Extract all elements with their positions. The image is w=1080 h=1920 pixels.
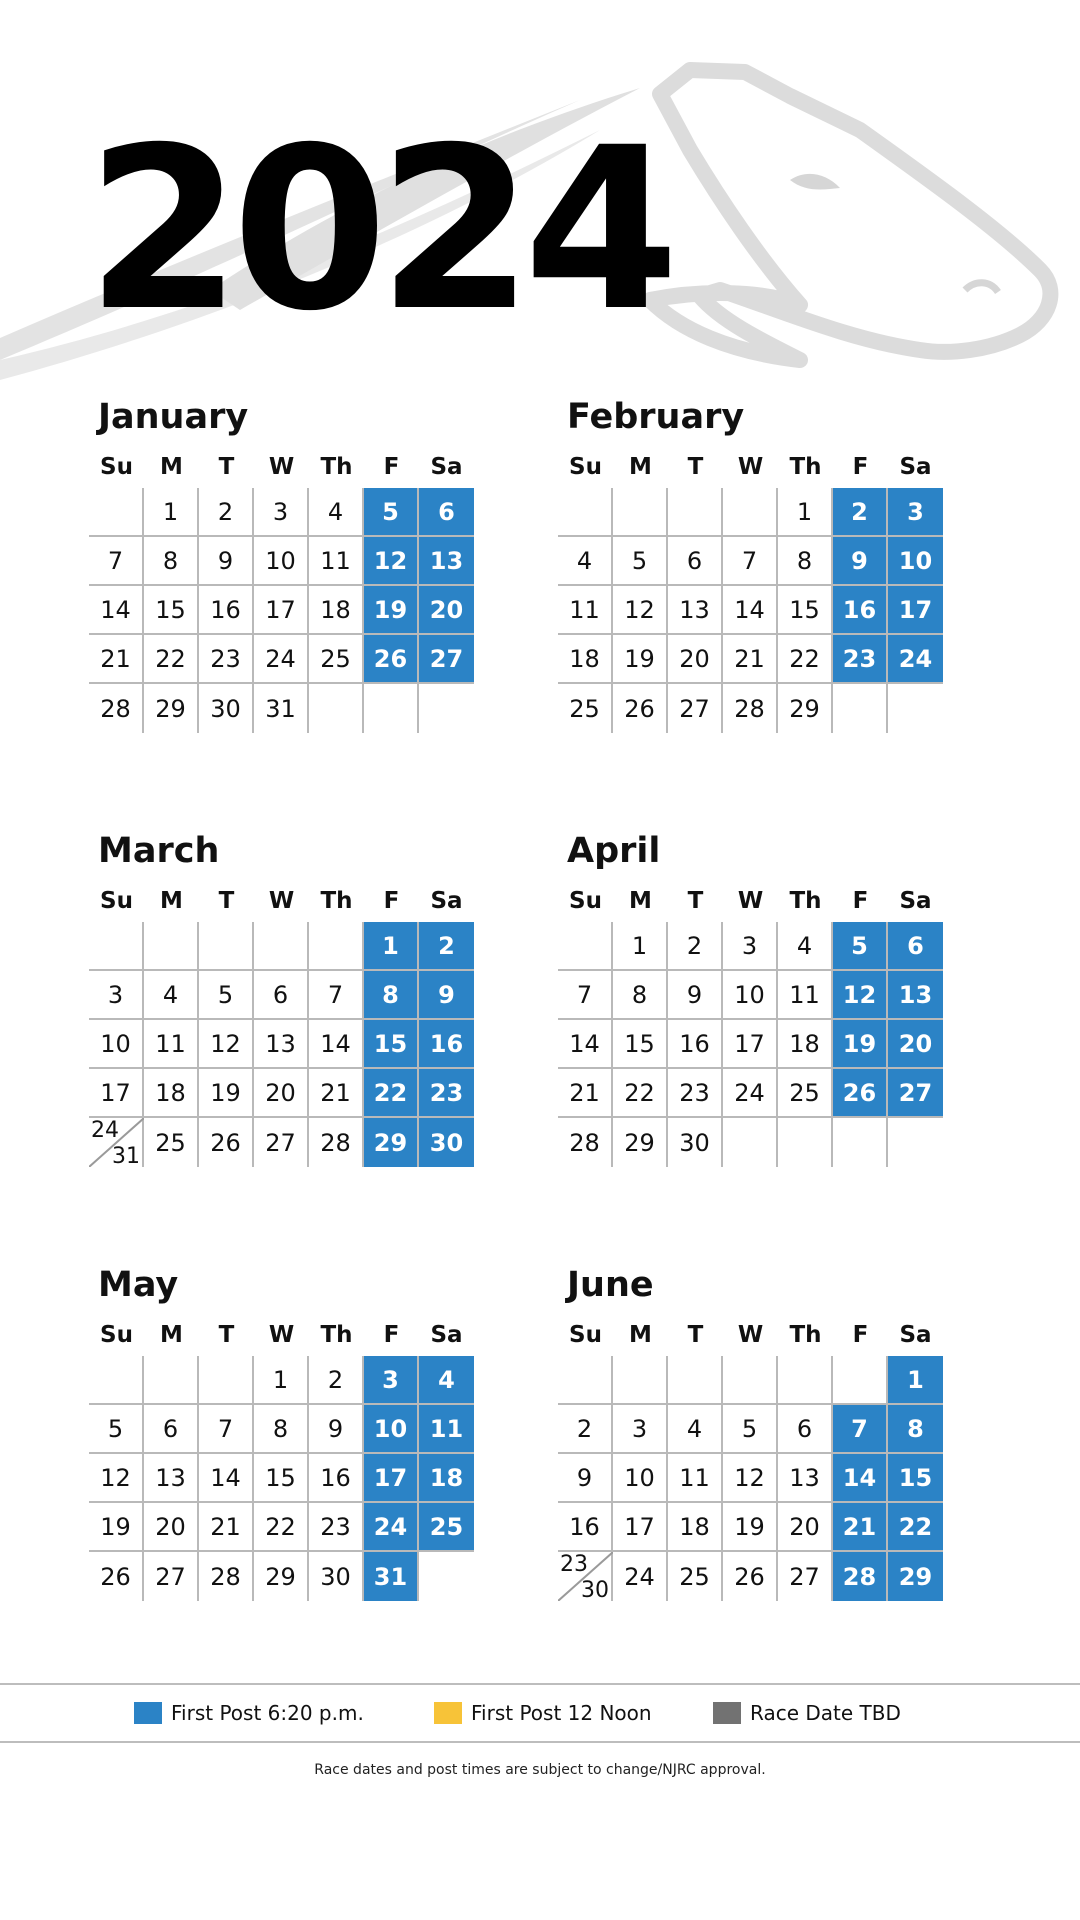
weekday-label: F bbox=[383, 454, 400, 480]
month-may bbox=[89, 1262, 489, 1601]
day-cell: 21 bbox=[558, 1069, 613, 1118]
weekday-label: F bbox=[852, 1322, 869, 1348]
day-grid bbox=[89, 1356, 489, 1601]
day-cell: 4 bbox=[558, 537, 613, 586]
weekday-label: W bbox=[737, 888, 764, 914]
day-number: 31 bbox=[112, 1144, 140, 1169]
month-name: June bbox=[567, 1265, 654, 1305]
day-cell: 2 bbox=[558, 1405, 613, 1454]
race-day-cell: 3 bbox=[364, 1356, 419, 1405]
empty-day-cell bbox=[558, 922, 613, 971]
race-day-cell: 27 bbox=[888, 1069, 943, 1118]
weekday-label: Sa bbox=[430, 888, 463, 914]
race-day-cell: 23 bbox=[419, 1069, 474, 1118]
day-cell: 4 bbox=[309, 488, 364, 537]
day-grid bbox=[558, 1356, 958, 1601]
month-name: January bbox=[98, 397, 249, 437]
day-cell: 8 bbox=[144, 537, 199, 586]
day-cell: 11 bbox=[309, 537, 364, 586]
race-day-cell: 27 bbox=[419, 635, 474, 684]
empty-day-cell bbox=[833, 1118, 888, 1167]
weekday-header bbox=[558, 1318, 958, 1352]
day-cell: 19 bbox=[199, 1069, 254, 1118]
day-cell: 17 bbox=[723, 1020, 778, 1069]
day-cell: 25 bbox=[668, 1552, 723, 1601]
day-cell: 7 bbox=[89, 537, 144, 586]
weekday-label: T bbox=[687, 454, 704, 480]
weekday-label: Su bbox=[100, 454, 133, 480]
race-day-cell: 15 bbox=[364, 1020, 419, 1069]
day-number: 30 bbox=[581, 1578, 609, 1603]
weekday-label: T bbox=[218, 1322, 235, 1348]
weekday-label: F bbox=[852, 888, 869, 914]
day-cell: 23 bbox=[199, 635, 254, 684]
race-day-cell: 19 bbox=[364, 586, 419, 635]
empty-day-cell bbox=[419, 684, 474, 733]
day-cell: 1 bbox=[254, 1356, 309, 1405]
day-cell: 29 bbox=[613, 1118, 668, 1167]
day-cell: 26 bbox=[613, 684, 668, 733]
day-cell: 10 bbox=[254, 537, 309, 586]
day-cell: 18 bbox=[778, 1020, 833, 1069]
day-cell: 27 bbox=[254, 1118, 309, 1167]
day-cell: 13 bbox=[778, 1454, 833, 1503]
race-day-cell: 26 bbox=[364, 635, 419, 684]
day-cell: 29 bbox=[254, 1552, 309, 1601]
day-cell: 15 bbox=[613, 1020, 668, 1069]
weekday-label: T bbox=[687, 888, 704, 914]
legend-label: First Post 6:20 p.m. bbox=[171, 1701, 364, 1725]
empty-day-cell bbox=[613, 1356, 668, 1405]
race-day-cell: 20 bbox=[419, 586, 474, 635]
day-cell: 25 bbox=[309, 635, 364, 684]
day-cell: 1 bbox=[144, 488, 199, 537]
day-cell: 25 bbox=[558, 684, 613, 733]
weekday-label: M bbox=[160, 888, 183, 914]
weekday-label: Su bbox=[569, 888, 602, 914]
day-cell: 4 bbox=[778, 922, 833, 971]
split-day-cell bbox=[89, 1118, 144, 1167]
day-cell: 22 bbox=[778, 635, 833, 684]
day-cell: 28 bbox=[89, 684, 144, 733]
weekday-label: T bbox=[687, 1322, 704, 1348]
weekday-label: Sa bbox=[899, 454, 932, 480]
day-cell: 9 bbox=[199, 537, 254, 586]
day-cell: 2 bbox=[668, 922, 723, 971]
weekday-label: F bbox=[852, 454, 869, 480]
day-cell: 3 bbox=[89, 971, 144, 1020]
day-cell: 10 bbox=[89, 1020, 144, 1069]
weekday-label: Sa bbox=[430, 454, 463, 480]
day-cell: 13 bbox=[254, 1020, 309, 1069]
weekday-header bbox=[558, 884, 958, 918]
day-cell: 22 bbox=[144, 635, 199, 684]
weekday-label: W bbox=[268, 888, 295, 914]
weekday-label: T bbox=[218, 888, 235, 914]
day-cell: 27 bbox=[668, 684, 723, 733]
month-name: March bbox=[98, 831, 220, 871]
day-grid bbox=[89, 922, 489, 1167]
day-cell: 5 bbox=[89, 1405, 144, 1454]
day-number: 23 bbox=[560, 1552, 588, 1577]
day-cell: 9 bbox=[668, 971, 723, 1020]
race-day-cell: 4 bbox=[419, 1356, 474, 1405]
day-cell: 7 bbox=[558, 971, 613, 1020]
day-cell: 15 bbox=[254, 1454, 309, 1503]
empty-day-cell bbox=[558, 1356, 613, 1405]
empty-day-cell bbox=[558, 488, 613, 537]
day-cell: 7 bbox=[199, 1405, 254, 1454]
day-cell: 29 bbox=[144, 684, 199, 733]
weekday-label: Th bbox=[789, 454, 822, 480]
empty-day-cell bbox=[89, 1356, 144, 1405]
empty-day-cell bbox=[199, 1356, 254, 1405]
month-march bbox=[89, 828, 489, 1167]
day-cell: 11 bbox=[778, 971, 833, 1020]
empty-day-cell bbox=[89, 922, 144, 971]
race-day-cell: 24 bbox=[364, 1503, 419, 1552]
weekday-header bbox=[89, 884, 489, 918]
weekday-label: Sa bbox=[899, 888, 932, 914]
race-day-cell: 8 bbox=[888, 1405, 943, 1454]
weekday-label: F bbox=[383, 1322, 400, 1348]
day-cell: 1 bbox=[613, 922, 668, 971]
race-day-cell: 2 bbox=[833, 488, 888, 537]
race-day-cell: 1 bbox=[364, 922, 419, 971]
legend-swatch-gray bbox=[713, 1702, 741, 1724]
empty-day-cell bbox=[668, 488, 723, 537]
day-cell: 12 bbox=[613, 586, 668, 635]
day-cell: 5 bbox=[723, 1405, 778, 1454]
day-cell: 19 bbox=[613, 635, 668, 684]
empty-day-cell bbox=[888, 1118, 943, 1167]
day-cell: 31 bbox=[254, 684, 309, 733]
day-cell: 8 bbox=[254, 1405, 309, 1454]
day-cell: 9 bbox=[558, 1454, 613, 1503]
weekday-label: M bbox=[160, 1322, 183, 1348]
empty-day-cell bbox=[613, 488, 668, 537]
day-cell: 18 bbox=[309, 586, 364, 635]
weekday-label: Su bbox=[569, 1322, 602, 1348]
split-day-cell bbox=[558, 1552, 613, 1601]
race-day-cell: 15 bbox=[888, 1454, 943, 1503]
empty-day-cell bbox=[723, 1118, 778, 1167]
race-day-cell: 5 bbox=[364, 488, 419, 537]
race-day-cell: 17 bbox=[888, 586, 943, 635]
race-day-cell: 14 bbox=[833, 1454, 888, 1503]
weekday-label: M bbox=[160, 454, 183, 480]
day-cell: 24 bbox=[254, 635, 309, 684]
weekday-label: T bbox=[218, 454, 235, 480]
empty-day-cell bbox=[723, 1356, 778, 1405]
day-cell: 20 bbox=[254, 1069, 309, 1118]
day-cell: 15 bbox=[778, 586, 833, 635]
day-cell: 6 bbox=[254, 971, 309, 1020]
day-cell: 26 bbox=[723, 1552, 778, 1601]
weekday-label: W bbox=[737, 454, 764, 480]
race-day-cell: 12 bbox=[833, 971, 888, 1020]
day-cell: 14 bbox=[89, 586, 144, 635]
weekday-label: M bbox=[629, 1322, 652, 1348]
day-cell: 25 bbox=[144, 1118, 199, 1167]
day-cell: 27 bbox=[778, 1552, 833, 1601]
race-day-cell: 9 bbox=[419, 971, 474, 1020]
race-day-cell: 8 bbox=[364, 971, 419, 1020]
weekday-header bbox=[89, 1318, 489, 1352]
day-cell: 4 bbox=[668, 1405, 723, 1454]
day-grid bbox=[558, 488, 958, 733]
day-cell: 7 bbox=[723, 537, 778, 586]
weekday-label: Th bbox=[789, 888, 822, 914]
day-cell: 29 bbox=[778, 684, 833, 733]
month-name: May bbox=[98, 1265, 179, 1305]
race-day-cell: 24 bbox=[888, 635, 943, 684]
weekday-label: W bbox=[737, 1322, 764, 1348]
race-day-cell: 28 bbox=[833, 1552, 888, 1601]
weekday-header bbox=[558, 450, 958, 484]
day-cell: 22 bbox=[613, 1069, 668, 1118]
race-day-cell: 2 bbox=[419, 922, 474, 971]
day-cell: 15 bbox=[144, 586, 199, 635]
legend-swatch-yellow bbox=[434, 1702, 462, 1724]
day-grid bbox=[89, 488, 489, 733]
empty-day-cell bbox=[723, 488, 778, 537]
day-cell: 18 bbox=[668, 1503, 723, 1552]
day-cell: 21 bbox=[723, 635, 778, 684]
weekday-label: Th bbox=[320, 888, 353, 914]
race-day-cell: 18 bbox=[419, 1454, 474, 1503]
day-cell: 5 bbox=[613, 537, 668, 586]
day-cell: 26 bbox=[89, 1552, 144, 1601]
empty-day-cell bbox=[778, 1118, 833, 1167]
month-name: April bbox=[567, 831, 661, 871]
day-cell: 30 bbox=[668, 1118, 723, 1167]
day-cell: 30 bbox=[309, 1552, 364, 1601]
race-day-cell: 22 bbox=[888, 1503, 943, 1552]
day-cell: 13 bbox=[144, 1454, 199, 1503]
day-number: 24 bbox=[91, 1118, 119, 1143]
weekday-label: F bbox=[383, 888, 400, 914]
month-april bbox=[558, 828, 958, 1167]
empty-day-cell bbox=[254, 922, 309, 971]
day-cell: 11 bbox=[144, 1020, 199, 1069]
weekday-label: W bbox=[268, 1322, 295, 1348]
month-february bbox=[558, 394, 958, 733]
race-day-cell: 29 bbox=[364, 1118, 419, 1167]
day-cell: 18 bbox=[558, 635, 613, 684]
day-cell: 12 bbox=[199, 1020, 254, 1069]
weekday-label: Th bbox=[789, 1322, 822, 1348]
month-name: February bbox=[567, 397, 745, 437]
race-day-cell: 3 bbox=[888, 488, 943, 537]
day-grid bbox=[558, 922, 958, 1167]
day-cell: 28 bbox=[723, 684, 778, 733]
day-cell: 11 bbox=[668, 1454, 723, 1503]
day-cell: 3 bbox=[254, 488, 309, 537]
day-cell: 20 bbox=[668, 635, 723, 684]
day-cell: 11 bbox=[558, 586, 613, 635]
day-cell: 23 bbox=[309, 1503, 364, 1552]
legend-item-first-post-noon bbox=[434, 1685, 652, 1741]
month-january bbox=[89, 394, 489, 733]
race-day-cell: 26 bbox=[833, 1069, 888, 1118]
day-cell: 8 bbox=[778, 537, 833, 586]
race-day-cell: 29 bbox=[888, 1552, 943, 1601]
day-cell: 4 bbox=[144, 971, 199, 1020]
year-heading: 2024 bbox=[86, 99, 670, 360]
day-cell: 12 bbox=[723, 1454, 778, 1503]
day-cell: 12 bbox=[89, 1454, 144, 1503]
day-cell: 24 bbox=[613, 1552, 668, 1601]
day-cell: 3 bbox=[613, 1405, 668, 1454]
race-day-cell: 21 bbox=[833, 1503, 888, 1552]
day-cell: 19 bbox=[723, 1503, 778, 1552]
weekday-label: W bbox=[268, 454, 295, 480]
day-cell: 2 bbox=[199, 488, 254, 537]
day-cell: 21 bbox=[199, 1503, 254, 1552]
empty-day-cell bbox=[419, 1552, 474, 1601]
weekday-label: Su bbox=[569, 454, 602, 480]
day-cell: 28 bbox=[309, 1118, 364, 1167]
weekday-label: Su bbox=[100, 888, 133, 914]
day-cell: 17 bbox=[254, 586, 309, 635]
day-cell: 23 bbox=[668, 1069, 723, 1118]
day-cell: 22 bbox=[254, 1503, 309, 1552]
weekday-label: Sa bbox=[899, 1322, 932, 1348]
weekday-header bbox=[89, 450, 489, 484]
empty-day-cell bbox=[144, 922, 199, 971]
month-june bbox=[558, 1262, 958, 1601]
legend-label: Race Date TBD bbox=[750, 1701, 901, 1725]
day-cell: 6 bbox=[144, 1405, 199, 1454]
day-cell: 3 bbox=[723, 922, 778, 971]
race-day-cell: 5 bbox=[833, 922, 888, 971]
race-day-cell: 10 bbox=[364, 1405, 419, 1454]
day-cell: 30 bbox=[199, 684, 254, 733]
race-day-cell: 23 bbox=[833, 635, 888, 684]
day-cell: 27 bbox=[144, 1552, 199, 1601]
day-cell: 1 bbox=[778, 488, 833, 537]
race-day-cell: 1 bbox=[888, 1356, 943, 1405]
day-cell: 10 bbox=[723, 971, 778, 1020]
day-cell: 16 bbox=[309, 1454, 364, 1503]
legend-swatch-blue bbox=[134, 1702, 162, 1724]
day-cell: 17 bbox=[89, 1069, 144, 1118]
day-cell: 20 bbox=[144, 1503, 199, 1552]
race-day-cell: 25 bbox=[419, 1503, 474, 1552]
day-cell: 14 bbox=[558, 1020, 613, 1069]
weekday-label: Th bbox=[320, 1322, 353, 1348]
day-cell: 2 bbox=[309, 1356, 364, 1405]
race-day-cell: 22 bbox=[364, 1069, 419, 1118]
race-day-cell: 13 bbox=[419, 537, 474, 586]
weekday-label: Sa bbox=[430, 1322, 463, 1348]
legend-item-race-date-tbd bbox=[713, 1685, 901, 1741]
empty-day-cell bbox=[309, 684, 364, 733]
race-day-cell: 30 bbox=[419, 1118, 474, 1167]
race-day-cell: 10 bbox=[888, 537, 943, 586]
empty-day-cell bbox=[199, 922, 254, 971]
weekday-label: Th bbox=[320, 454, 353, 480]
day-cell: 21 bbox=[309, 1069, 364, 1118]
weekday-label: Su bbox=[100, 1322, 133, 1348]
race-day-cell: 9 bbox=[833, 537, 888, 586]
day-cell: 14 bbox=[199, 1454, 254, 1503]
day-cell: 16 bbox=[199, 586, 254, 635]
day-cell: 28 bbox=[558, 1118, 613, 1167]
legend-item-first-post-evening bbox=[134, 1685, 364, 1741]
race-day-cell: 20 bbox=[888, 1020, 943, 1069]
race-day-cell: 7 bbox=[833, 1405, 888, 1454]
day-cell: 20 bbox=[778, 1503, 833, 1552]
day-cell: 9 bbox=[309, 1405, 364, 1454]
empty-day-cell bbox=[888, 684, 943, 733]
day-cell: 7 bbox=[309, 971, 364, 1020]
empty-day-cell bbox=[364, 684, 419, 733]
day-cell: 10 bbox=[613, 1454, 668, 1503]
day-cell: 6 bbox=[778, 1405, 833, 1454]
day-cell: 8 bbox=[613, 971, 668, 1020]
day-cell: 28 bbox=[199, 1552, 254, 1601]
legend bbox=[0, 1683, 1080, 1743]
race-day-cell: 17 bbox=[364, 1454, 419, 1503]
race-day-cell: 19 bbox=[833, 1020, 888, 1069]
footnote: Race dates and post times are subject to change/NJRC approval. bbox=[314, 1762, 766, 1778]
day-cell: 21 bbox=[89, 635, 144, 684]
race-day-cell: 16 bbox=[419, 1020, 474, 1069]
empty-day-cell bbox=[778, 1356, 833, 1405]
empty-day-cell bbox=[89, 488, 144, 537]
empty-day-cell bbox=[833, 1356, 888, 1405]
day-cell: 16 bbox=[668, 1020, 723, 1069]
empty-day-cell bbox=[309, 922, 364, 971]
day-cell: 19 bbox=[89, 1503, 144, 1552]
day-cell: 13 bbox=[668, 586, 723, 635]
day-cell: 5 bbox=[199, 971, 254, 1020]
race-day-cell: 6 bbox=[888, 922, 943, 971]
weekday-label: M bbox=[629, 888, 652, 914]
day-cell: 25 bbox=[778, 1069, 833, 1118]
empty-day-cell bbox=[668, 1356, 723, 1405]
day-cell: 18 bbox=[144, 1069, 199, 1118]
race-day-cell: 12 bbox=[364, 537, 419, 586]
weekday-label: M bbox=[629, 454, 652, 480]
empty-day-cell bbox=[144, 1356, 199, 1405]
legend-label: First Post 12 Noon bbox=[471, 1701, 652, 1725]
day-cell: 16 bbox=[558, 1503, 613, 1552]
empty-day-cell bbox=[833, 684, 888, 733]
race-day-cell: 31 bbox=[364, 1552, 419, 1601]
day-cell: 6 bbox=[668, 537, 723, 586]
day-cell: 14 bbox=[723, 586, 778, 635]
day-cell: 24 bbox=[723, 1069, 778, 1118]
day-cell: 14 bbox=[309, 1020, 364, 1069]
day-cell: 17 bbox=[613, 1503, 668, 1552]
race-day-cell: 16 bbox=[833, 586, 888, 635]
day-cell: 26 bbox=[199, 1118, 254, 1167]
race-day-cell: 13 bbox=[888, 971, 943, 1020]
race-day-cell: 6 bbox=[419, 488, 474, 537]
race-day-cell: 11 bbox=[419, 1405, 474, 1454]
